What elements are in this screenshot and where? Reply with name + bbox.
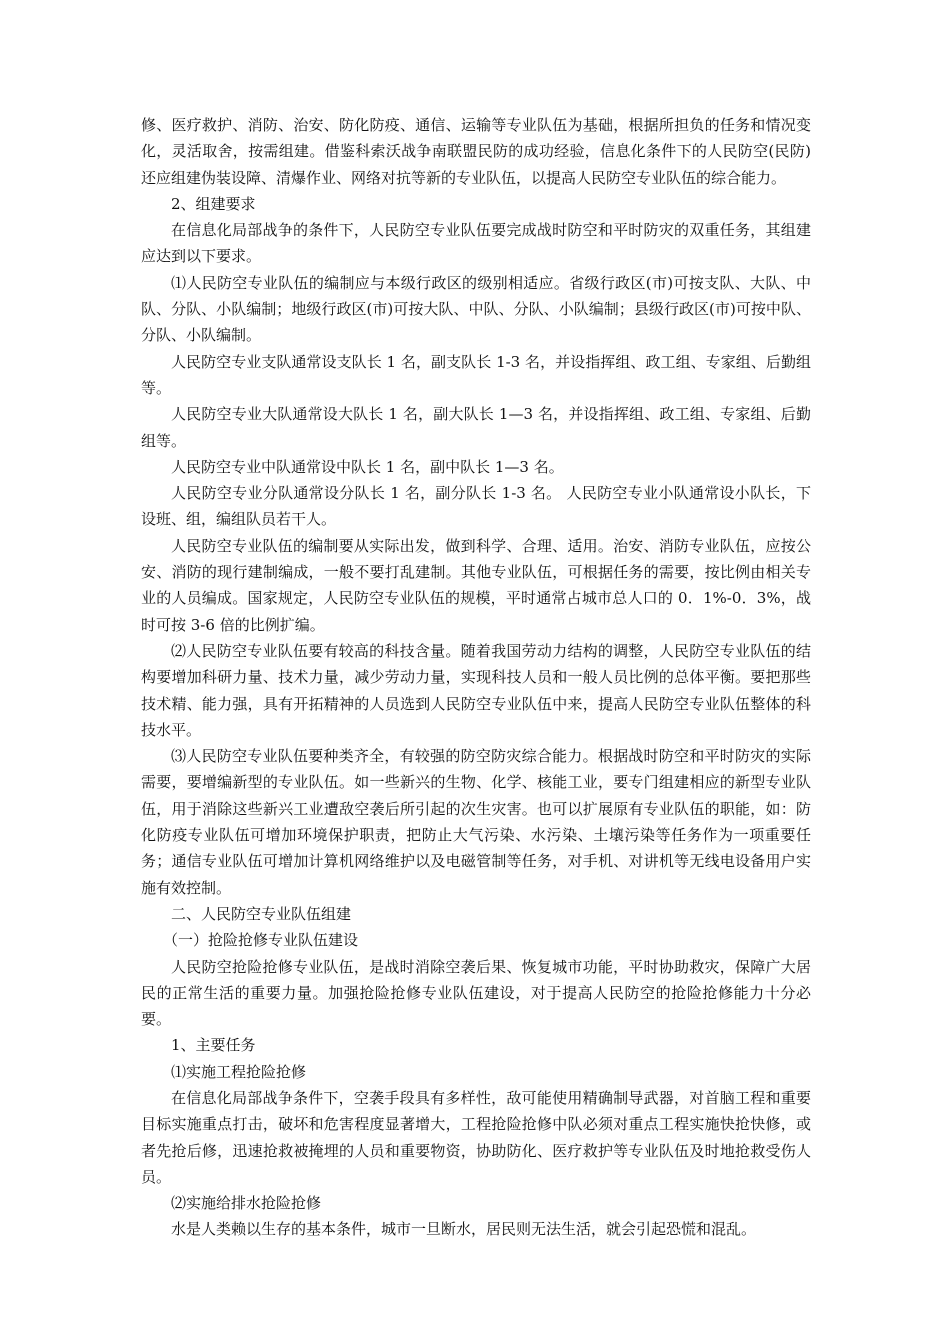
paragraph-1: 修、医疗救护、消防、治安、防化防疫、通信、运输等专业队伍为基础，根据所担负的任务和情况变化，灵活取舍，按需组建。借鉴科索沃战争南联盟民防的成功经验，信息化条件下的人民防空(民防)还应组建伪装设障、清爆作业、网络对抗等新的专业队伍，以提高人民防空专业队伍的综合能力。	[141, 116, 811, 187]
paragraph-10: ⑵人民防空专业队伍要有较高的科技含量。随着我国劳动力结构的调整，人民防空专业队伍的结构要增加科研力量、技术力量，减少劳动力量，实现科技人员和一般人员比例的总体平衡。要把那些技术精、能力强，具有开拓精神的人员选到人民防空专业队伍中来，提高人民防空专业队伍整体的科技水平。	[141, 641, 811, 739]
paragraph-7: 人民防空专业中队通常设中队长 1 名，副中队长 1—3 名。	[171, 457, 564, 476]
document-body	[141, 112, 811, 1243]
heading-engineering-repair: ⑴实施工程抢险抢修	[171, 1062, 307, 1081]
paragraph-9: 人民防空专业队伍的编制要从实际出发，做到科学、合理、适用。治安、消防专业队伍，应按公安、消防的现行建制编成，一般不要打乱建制。其他专业队伍，可根据任务的需要，按比例由相关专业的人员编成。国家规定，人民防空专业队伍的规模，平时通常占城市总人口的 0．1%-0．3%，战时可按 3-6 倍的比例扩编。	[141, 536, 811, 634]
heading-subsection-one: （一）抢险抢修专业队伍建设	[163, 931, 359, 950]
paragraph-6: 人民防空专业大队通常设大队长 1 名，副大队长 1—3 名，并设指挥组、政工组、专家组、后勤组等。	[141, 405, 811, 450]
paragraph-5: 人民防空专业支队通常设支队长 1 名，副支队长 1-3 名，并设指挥组、政工组、专家组、后勤组等。	[141, 352, 811, 397]
paragraph-11: ⑶人民防空专业队伍要种类齐全，有较强的防空防灾综合能力。根据战时防空和平时防灾的实际需要，要增编新型的专业队伍。如一些新兴的生物、化学、核能工业，要专门组建相应的新型专业队伍，用于消除这些新兴工业遭敌空袭后所引起的次生灾害。也可以扩展原有专业队伍的职能，如：防化防疫专业队伍可增加环境保护职责，把防止大气污染、水污染、土壤污染等任务作为一项重要任务；通信专业队伍可增加计算机网络维护以及电磁管制等任务，对手机、对讲机等无线电设备用户实施有效控制。	[141, 747, 811, 897]
heading-build-requirements: 2、组建要求	[171, 194, 256, 213]
paragraph-19: 水是人类赖以生存的基本条件，城市一旦断水，居民则无法生活，就会引起恐慌和混乱。	[171, 1220, 757, 1239]
paragraph-3: 在信息化局部战争的条件下，人民防空专业队伍要完成战时防空和平时防灾的双重任务，其组建应达到以下要求。	[141, 221, 811, 266]
heading-main-tasks: 1、主要任务	[171, 1036, 256, 1055]
heading-section-two: 二、人民防空专业队伍组建	[171, 904, 352, 923]
paragraph-8: 人民防空专业分队通常设分队长 1 名，副分队长 1-3 名。 人民防空专业小队通常设小队长，下设班、组，编组队员若干人。	[141, 484, 811, 529]
heading-water-repair: ⑵实施给排水抢险抢修	[171, 1194, 322, 1213]
paragraph-14: 人民防空抢险抢修专业队伍，是战时消除空袭后果、恢复城市功能，平时协助救灾，保障广大居民的正常生活的重要力量。加强抢险抢修专业队伍建设，对于提高人民防空的抢险抢修能力十分必要。	[141, 957, 811, 1029]
paragraph-4: ⑴人民防空专业队伍的编制应与本级行政区的级别相适应。省级行政区(市)可按支队、大队、中队、分队、小队编制；地级行政区(市)可按大队、中队、分队、小队编制；县级行政区(市)可按中队、分队、小队编制。	[141, 273, 811, 345]
paragraph-17: 在信息化局部战争条件下，空袭手段具有多样性，敌可能使用精确制导武器，对首脑工程和重要目标实施重点打击，破坏和危害程度显著增大，工程抢险抢修中队必须对重点工程实施快抢快修，或者先抢后修，迅速抢救被掩埋的人员和重要物资，协助防化、医疗救护等专业队伍及时地抢救受伤人员。	[141, 1088, 811, 1186]
